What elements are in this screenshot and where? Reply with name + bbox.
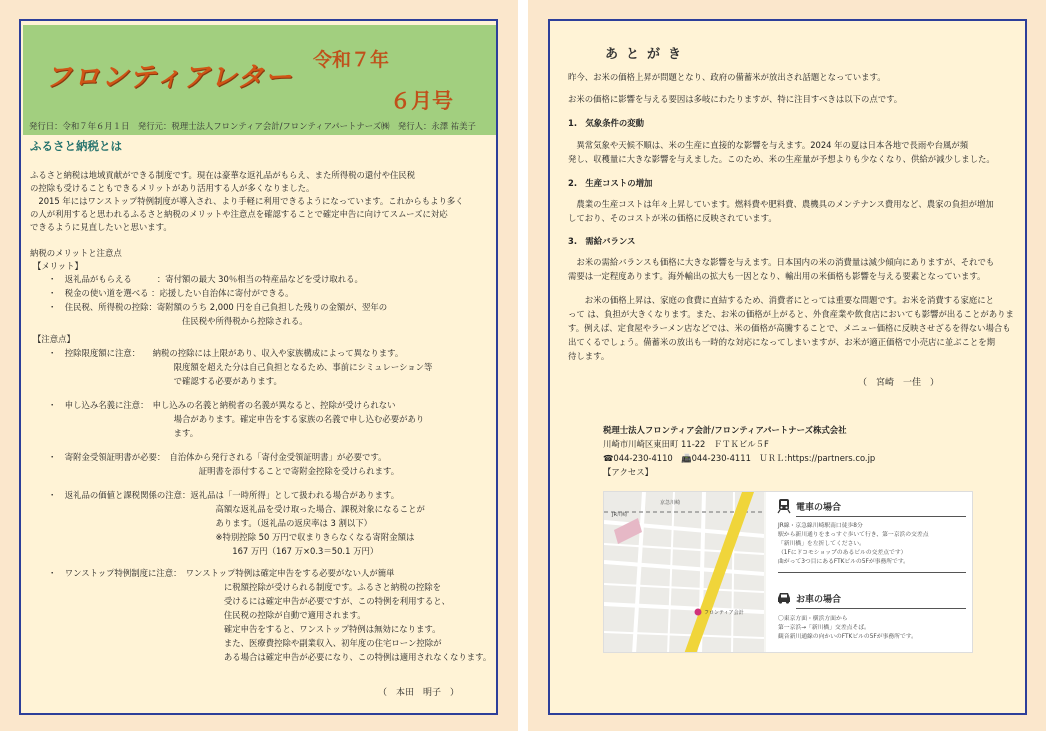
section-heading: 2. 生産コストの増加: [568, 178, 653, 188]
section-line: お米の需給バランスも価格に大きな影響を与えます。日本国内の米の消費量は減少傾向にありますが、それでも: [568, 257, 995, 267]
caution-line: ・ 返礼品の価値と課税関係の注意：返礼品は「一時所得」として扱われる場合があります。: [48, 490, 400, 500]
merit-item: ・ 税金の使い道を選べる ：応援したい自治体に寄付ができる。: [48, 288, 294, 298]
caution-line: また、医療費控除や副業収入、初年度の住宅ローン控除が: [48, 638, 442, 648]
train-line: 駅から新川通りをまっすぐ歩いて行き、第一京浜の交差点: [778, 532, 929, 538]
train-line: 「新川橋」を左折してください。: [778, 541, 865, 547]
company-name: 税理士法人フロンティア会計/フロンティアパートナーズ株式会社: [603, 425, 847, 435]
company-contact: ☎044-230-4110 📠044-230-4111 ＵＲＬ:https://partners.co.jp: [603, 453, 876, 463]
caution-line: 住民税の控除が自動で適用されます。: [48, 610, 366, 620]
caution-line: ・ 控除限度額に注意： 納税の控除には上限があり、収入や家族構成によって異なります。: [48, 348, 404, 358]
divider: [796, 516, 966, 517]
caution-line: に税額控除が受けられる制度です。ふるさと納税の控除を: [48, 582, 441, 592]
train-line: 曲がって3つ目にあるFTKビルの5Fが事務所です。: [778, 559, 909, 565]
closing-line: って は、負担が大きくなります。また、お米の価格が上がると、外食産業や飲食店においても影響が出ることがありま: [568, 309, 1014, 319]
caution-line: で確認する必要があります。: [48, 376, 282, 386]
intro-line: 2015 年にはワンストップ特例制度が導入され、より手軽に利用できるようになっています。これからもより多く: [30, 196, 464, 206]
caution-line: 証明書を添付することで寄附金控除を受けられます。: [48, 466, 400, 476]
merit-heading: 納税のメリットと注意点: [30, 248, 122, 258]
company-info: [603, 423, 875, 479]
closing-line: す。例えば、定食屋やラーメン店などでは、米の価格が高騰することで、メニュー価格に反映させざるを得ない場合も: [568, 323, 1011, 333]
train-icon: [776, 498, 792, 514]
car-title: お車の場合: [796, 595, 842, 605]
access-label: 【アクセス】: [603, 467, 653, 477]
newsletter-page-front: [19, 19, 498, 715]
closing-line: 待します。: [568, 351, 610, 361]
article-title: ふるさと納税とは: [30, 139, 122, 153]
issue-month: ６月号: [390, 89, 453, 113]
intro-line: の控除も受けることもできるメリットがあり活用する人が多くなりました。: [30, 183, 315, 193]
caution-line: ・ 寄附金受領証明書が必要： 自治体から発行される「寄付金受領証明書」が必要です。: [48, 452, 387, 462]
publication-info: 発行日：令和７年６月１日 発行元：税理士法人フロンティア会計/フロンティアパートナーズ㈱ 発行人：永澤 祐美子: [29, 121, 476, 131]
caution-line: 受けるには確定申告が必要ですが、この特例を利用すると、: [48, 596, 450, 606]
car-icon: [776, 590, 792, 604]
car-line: 観音新川通線の向かいのFTKビルの5Fが事務所です。: [778, 634, 917, 640]
caution-line: ます。: [48, 428, 199, 438]
section-line: 農業の生産コストは年々上昇しています。燃料費や肥料費、農機具のメンテナンス費用など、農家の負担が増加: [568, 199, 994, 209]
newsletter-page-back: [548, 19, 1027, 715]
merit-item: ・ 住民税、所得税の控除：寄附額のうち 2,000 円を自己負担した残りの金額が、翌年の: [48, 302, 388, 312]
newsletter-logo: フロンティアレター: [45, 62, 293, 93]
issue-era: 令和７年: [313, 49, 390, 71]
closing-line: 出てくるでしょう。備蓄米の放出も一時的な対応になってしまいますが、お米が適正価格で小売店に並ぶことを期: [568, 337, 996, 347]
caution-line: 高額な返礼品を受け取った場合、課税対象になることが: [48, 504, 425, 514]
map-label-station: 京急川崎: [660, 500, 681, 506]
train-line: JR線・京急線川崎駅南口徒歩8分: [778, 523, 863, 529]
company-address: 川崎市川崎区東田町 11-22 ＦＴＫビル５F: [603, 439, 769, 449]
caution-line: ・ 申し込み名義に注意： 申し込みの名義と納税者の名義が異なると、控除が受けられない: [48, 400, 396, 410]
car-line: 第一京浜→「新川橋」交差点そば。: [778, 625, 870, 631]
section-heading: 3. 需給バランス: [568, 236, 636, 246]
map-label-office: フロンティア会計: [704, 610, 744, 616]
header-banner: [23, 25, 496, 135]
section-line: 発し、収穫量に大きな影響を与えました。このため、米の生産量が予想よりも少なくなり、供給が減少しました。: [568, 154, 995, 164]
caution-line: 167 万円（167 万×0.3＝50.1 万円）: [48, 546, 379, 556]
map-label-jr: JR川崎: [612, 512, 627, 518]
section-line: 需要は一定程度あります。海外輸出の拡大も一因となり、輸出用の米価格も影響を与える要素となっています。: [568, 271, 986, 281]
intro-line: できるように見直したいと思います。: [30, 222, 172, 232]
caution-line: 限度額を超えた分は自己負担となるため、事前にシミュレーション等: [48, 362, 433, 372]
lead-line: 昨今、お米の価格上昇が問題となり、政府の備蓄米が放出され話題となっています。: [568, 72, 886, 82]
train-line: （1Fにドコモショップのあるビルの交差点です）: [778, 550, 907, 556]
access-map-image: [603, 491, 973, 653]
merit-label: 【メリット】: [33, 261, 83, 271]
intro-line: の人が利用すると思われるふるさと納税のメリットや注意点を確認することで確定申告に向けてスムーズに対応: [30, 209, 448, 219]
office-marker: [695, 609, 702, 616]
divider: [778, 572, 966, 573]
article-author: （ 本田 明子 ）: [378, 688, 460, 698]
section-line: しており、そのコストが米の価格に反映されています。: [568, 213, 777, 223]
lead-line: お米の価格に影響を与える要因は多岐にわたりますが、特に注目すべきは以下の点です。: [568, 94, 903, 104]
access-directions: [766, 492, 973, 653]
divider: [796, 608, 966, 609]
section-line: 異常気象や天候不順は、米の生産に直接的な影響を与えます。2024 年の夏は日本各地で長雨や台風が頻: [568, 140, 969, 150]
section-heading: 1. 気象条件の変動: [568, 118, 645, 128]
street-map: [604, 492, 764, 653]
caution-line: 確定申告をすると、ワンストップ特例は無効になります。: [48, 624, 441, 634]
caution-label: 【注意点】: [33, 334, 75, 344]
merit-item: 住民税や所得税から控除される。: [48, 316, 308, 326]
caution-line: ・ ワンストップ特例制度に注意： ワンストップ特例は確定申告をする必要がない人が簡単: [48, 568, 395, 578]
intro-line: ふるさと納税は地域貢献ができる制度です。現在は豪華な返礼品がもらえ、また所得税の還付や住民税: [30, 170, 416, 180]
caution-line: あります。（返礼品の返戻率は 3 割以下）: [48, 518, 373, 528]
street-map-graphic: [604, 492, 764, 653]
merit-item: ・ 返礼品がもらえる ：寄付額の最大 30％相当の特産品などを受け取れる。: [48, 274, 363, 284]
afterword-author: （ 宮崎 一佳 ）: [858, 378, 940, 388]
caution-line: ※特別控除 50 万円で収まりきらなくなる寄附金額は: [48, 532, 415, 542]
caution-line: ある場合は確定申告が必要になり、この特例は適用されなくなります。: [48, 652, 492, 662]
car-line: 〇東京方面・横浜方面から: [778, 616, 848, 622]
afterword-title: あとがき: [605, 47, 690, 62]
closing-line: お米の価格上昇は、家庭の食費に直結するため、消費者にとっては重要な問題です。お米を消費する家庭にと: [568, 295, 994, 305]
caution-line: 場合があります。確定申告をする家族の名義で申し込む必要があり: [48, 414, 425, 424]
train-title: 電車の場合: [796, 503, 842, 513]
